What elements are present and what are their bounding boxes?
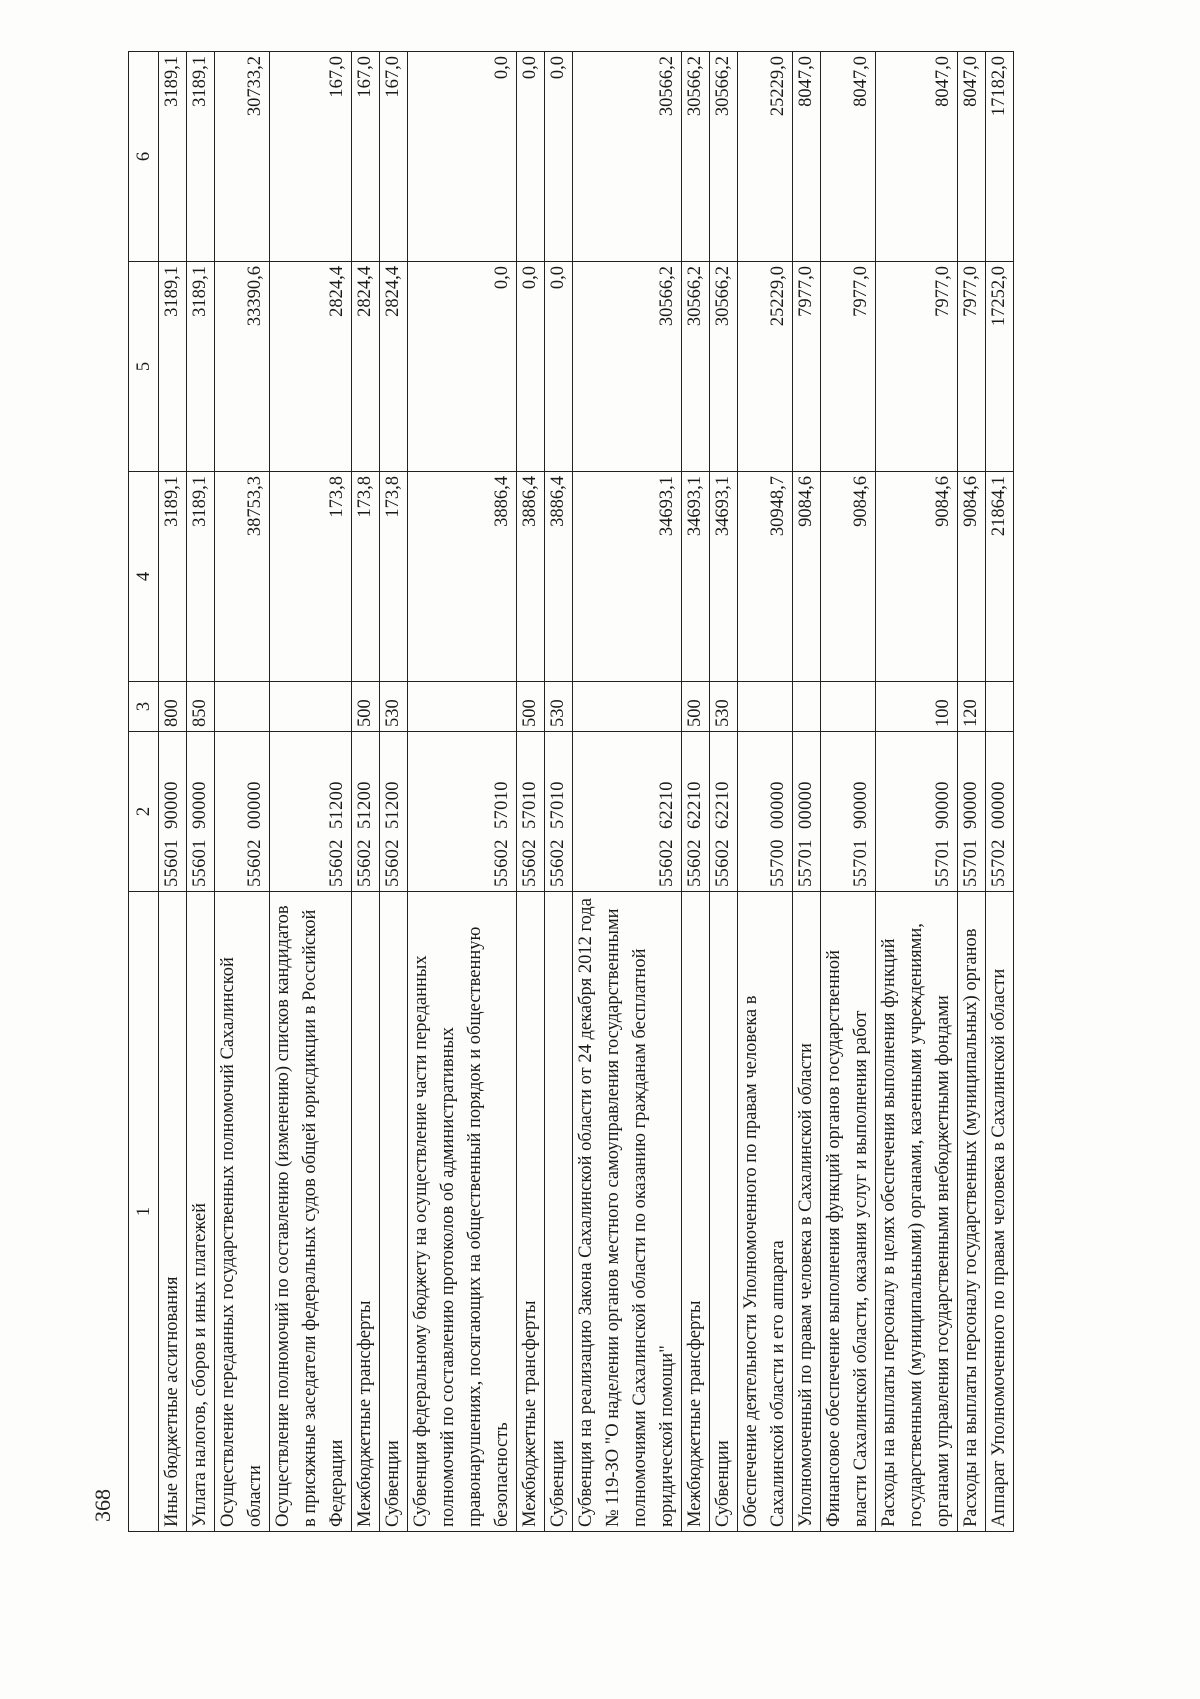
row-name: Субвенции bbox=[710, 892, 738, 1532]
row-code-section: 55602 bbox=[245, 839, 265, 887]
row-code bbox=[270, 732, 352, 892]
row-value-col4: 3189,1 bbox=[159, 472, 187, 682]
row-value-col4: 21864,1 bbox=[986, 472, 1014, 682]
row-value-col4: 9084,6 bbox=[958, 472, 986, 682]
row-value-col5: 2824,4 bbox=[270, 262, 352, 472]
table-row bbox=[408, 52, 517, 1532]
row-value-col5: 25229,0 bbox=[738, 262, 793, 472]
row-value-col5: 3189,1 bbox=[187, 262, 215, 472]
row-code bbox=[380, 732, 408, 892]
row-value-col5: 3189,1 bbox=[159, 262, 187, 472]
row-code-item: 90000 bbox=[933, 781, 953, 829]
table-row bbox=[738, 52, 793, 1532]
table-row bbox=[682, 52, 710, 1532]
row-name: Осуществление полномочий по составлению (изменению) списков кандидатов в присяжные заседатели федеральных судов общей юрисдикции в Российской Федерации bbox=[270, 892, 352, 1532]
row-value-col6: 167,0 bbox=[352, 52, 380, 262]
row-code-section: 55602 bbox=[520, 839, 540, 887]
col-header-3: 3 bbox=[129, 682, 159, 732]
row-expense-type: 500 bbox=[517, 682, 545, 732]
row-expense-type bbox=[408, 682, 517, 732]
row-value-col6: 17182,0 bbox=[986, 52, 1014, 262]
row-value-col5: 30566,2 bbox=[573, 262, 682, 472]
row-code-section: 55602 bbox=[492, 839, 512, 887]
table-row bbox=[545, 52, 573, 1532]
row-value-col6: 3189,1 bbox=[187, 52, 215, 262]
row-value-col4: 38753,3 bbox=[215, 472, 270, 682]
row-name: Уполномоченный по правам человека в Сахалинской области bbox=[793, 892, 821, 1532]
row-name: Обеспечение деятельности Уполномоченного по правам человека в Сахалинской области и его аппарата bbox=[738, 892, 793, 1532]
row-name: Субвенции bbox=[545, 892, 573, 1532]
row-value-col4: 30948,7 bbox=[738, 472, 793, 682]
row-value-col6: 8047,0 bbox=[793, 52, 821, 262]
row-name: Уплата налогов, сборов и иных платежей bbox=[187, 892, 215, 1532]
row-expense-type: 530 bbox=[710, 682, 738, 732]
row-code-item: 90000 bbox=[961, 781, 981, 829]
row-value-col6: 8047,0 bbox=[876, 52, 958, 262]
row-value-col6: 30566,2 bbox=[682, 52, 710, 262]
row-expense-type bbox=[986, 682, 1014, 732]
col-header-6: 6 bbox=[129, 52, 159, 262]
row-value-col4: 173,8 bbox=[380, 472, 408, 682]
row-value-col5: 7977,0 bbox=[876, 262, 958, 472]
row-code-section: 55701 bbox=[933, 839, 953, 887]
row-code-section: 55701 bbox=[851, 839, 871, 887]
row-code-item: 00000 bbox=[245, 781, 265, 829]
row-value-col5: 17252,0 bbox=[986, 262, 1014, 472]
row-value-col5: 30566,2 bbox=[710, 262, 738, 472]
row-code bbox=[573, 732, 682, 892]
row-expense-type bbox=[738, 682, 793, 732]
row-code bbox=[958, 732, 986, 892]
row-expense-type bbox=[215, 682, 270, 732]
row-value-col5: 7977,0 bbox=[793, 262, 821, 472]
row-code-section: 55702 bbox=[989, 839, 1009, 887]
table-row bbox=[986, 52, 1014, 1532]
row-code-item: 62210 bbox=[713, 781, 733, 829]
table-row bbox=[876, 52, 958, 1532]
row-value-col6: 0,0 bbox=[408, 52, 517, 262]
table-row bbox=[573, 52, 682, 1532]
row-name: Финансовое обеспечение выполнения функций органов государственной власти Сахалинской области, оказания услуг и выполнения работ bbox=[821, 892, 876, 1532]
row-code bbox=[215, 732, 270, 892]
row-code-section: 55701 bbox=[961, 839, 981, 887]
row-code-section: 55602 bbox=[657, 839, 677, 887]
row-code-section: 55602 bbox=[327, 839, 347, 887]
row-value-col5: 0,0 bbox=[517, 262, 545, 472]
col-header-2: 2 bbox=[129, 732, 159, 892]
row-code-item: 57010 bbox=[492, 781, 512, 829]
row-value-col6: 3189,1 bbox=[159, 52, 187, 262]
row-code-item: 51200 bbox=[383, 781, 403, 829]
row-value-col4: 3189,1 bbox=[187, 472, 215, 682]
row-code bbox=[682, 732, 710, 892]
table-row bbox=[270, 52, 352, 1532]
row-value-col4: 9084,6 bbox=[876, 472, 958, 682]
row-name: Субвенции bbox=[380, 892, 408, 1532]
row-value-col6: 30566,2 bbox=[573, 52, 682, 262]
row-name: Аппарат Уполномоченного по правам человека в Сахалинской области bbox=[986, 892, 1014, 1532]
table-body bbox=[159, 52, 1014, 1532]
row-code-item: 90000 bbox=[162, 781, 182, 829]
row-expense-type: 530 bbox=[545, 682, 573, 732]
table-row bbox=[187, 52, 215, 1532]
row-code bbox=[545, 732, 573, 892]
row-expense-type bbox=[821, 682, 876, 732]
row-code bbox=[986, 732, 1014, 892]
row-expense-type: 850 bbox=[187, 682, 215, 732]
row-expense-type: 100 bbox=[876, 682, 958, 732]
row-value-col4: 3886,4 bbox=[545, 472, 573, 682]
row-value-col4: 173,8 bbox=[352, 472, 380, 682]
row-value-col5: 2824,4 bbox=[352, 262, 380, 472]
row-value-col4: 3886,4 bbox=[517, 472, 545, 682]
col-header-5: 5 bbox=[129, 262, 159, 472]
row-name: Межбюджетные трансферты bbox=[352, 892, 380, 1532]
row-value-col5: 7977,0 bbox=[958, 262, 986, 472]
row-value-col4: 3886,4 bbox=[408, 472, 517, 682]
row-code-item: 57010 bbox=[520, 781, 540, 829]
row-code bbox=[187, 732, 215, 892]
row-value-col4: 9084,6 bbox=[793, 472, 821, 682]
col-header-4: 4 bbox=[129, 472, 159, 682]
row-code-section: 55601 bbox=[162, 839, 182, 887]
table-row bbox=[710, 52, 738, 1532]
row-code-item: 00000 bbox=[768, 781, 788, 829]
table-row bbox=[352, 52, 380, 1532]
row-code-section: 55602 bbox=[355, 839, 375, 887]
row-value-col5: 0,0 bbox=[545, 262, 573, 472]
row-expense-type: 120 bbox=[958, 682, 986, 732]
table-row bbox=[380, 52, 408, 1532]
row-expense-type bbox=[270, 682, 352, 732]
table-row bbox=[958, 52, 986, 1532]
row-value-col6: 25229,0 bbox=[738, 52, 793, 262]
row-code bbox=[408, 732, 517, 892]
row-expense-type bbox=[793, 682, 821, 732]
row-value-col6: 0,0 bbox=[545, 52, 573, 262]
row-code-item: 51200 bbox=[327, 781, 347, 829]
row-code-item: 90000 bbox=[190, 781, 210, 829]
row-name: Осуществление переданных государственных полномочий Сахалинской области bbox=[215, 892, 270, 1532]
row-value-col6: 167,0 bbox=[270, 52, 352, 262]
table-row bbox=[517, 52, 545, 1532]
row-code-item: 00000 bbox=[989, 781, 1009, 829]
header-row bbox=[129, 52, 159, 1532]
table-row bbox=[793, 52, 821, 1532]
row-name: Субвенция федеральному бюджету на осуществление части переданных полномочий по составлению протоколов об административных правонарушениях, посягающих на общественный порядок и общественную безопасность bbox=[408, 892, 517, 1532]
row-expense-type: 500 bbox=[682, 682, 710, 732]
row-code-item: 51200 bbox=[355, 781, 375, 829]
row-code bbox=[710, 732, 738, 892]
row-code-section: 55701 bbox=[796, 839, 816, 887]
row-value-col5: 7977,0 bbox=[821, 262, 876, 472]
row-code-section: 55602 bbox=[685, 839, 705, 887]
row-value-col4: 173,8 bbox=[270, 472, 352, 682]
row-name: Межбюджетные трансферты bbox=[517, 892, 545, 1532]
table-row bbox=[821, 52, 876, 1532]
row-value-col6: 30733,2 bbox=[215, 52, 270, 262]
row-code-item: 00000 bbox=[796, 781, 816, 829]
row-code-section: 55602 bbox=[548, 839, 568, 887]
page-number: 368 bbox=[90, 1489, 115, 1522]
row-code bbox=[517, 732, 545, 892]
table-row bbox=[215, 52, 270, 1532]
row-value-col5: 30566,2 bbox=[682, 262, 710, 472]
row-value-col4: 9084,6 bbox=[821, 472, 876, 682]
row-value-col5: 0,0 bbox=[408, 262, 517, 472]
row-value-col6: 0,0 bbox=[517, 52, 545, 262]
row-code-section: 55700 bbox=[768, 839, 788, 887]
row-value-col5: 2824,4 bbox=[380, 262, 408, 472]
row-expense-type: 500 bbox=[352, 682, 380, 732]
row-name: Межбюджетные трансферты bbox=[682, 892, 710, 1532]
row-code-item: 90000 bbox=[851, 781, 871, 829]
row-code-item: 62210 bbox=[657, 781, 677, 829]
row-code bbox=[793, 732, 821, 892]
row-value-col6: 167,0 bbox=[380, 52, 408, 262]
budget-table bbox=[128, 51, 1014, 1532]
row-code bbox=[738, 732, 793, 892]
row-code bbox=[821, 732, 876, 892]
row-name: Расходы на выплаты персоналу государственных (муниципальных) органов bbox=[958, 892, 986, 1532]
row-value-col4: 34693,1 bbox=[573, 472, 682, 682]
row-expense-type: 800 bbox=[159, 682, 187, 732]
row-code-section: 55602 bbox=[713, 839, 733, 887]
row-name: Субвенция на реализацию Закона Сахалинской области от 24 декабря 2012 года № 119-ЗО "О наделении органов местного самоуправления государственными полномочиями Сахалинской области по оказанию гражданам бесплатной юридической помощи" bbox=[573, 892, 682, 1532]
row-name: Расходы на выплаты персоналу в целях обеспечения выполнения функций государственными (муниципальными) органами, казенными учреждениями, органами управления государственными внебюджетными фондами bbox=[876, 892, 958, 1532]
row-code-item: 57010 bbox=[548, 781, 568, 829]
row-value-col6: 30566,2 bbox=[710, 52, 738, 262]
table-row bbox=[159, 52, 187, 1532]
row-code-section: 55601 bbox=[190, 839, 210, 887]
row-value-col4: 34693,1 bbox=[710, 472, 738, 682]
row-value-col6: 8047,0 bbox=[958, 52, 986, 262]
col-header-1: 1 bbox=[129, 892, 159, 1532]
rotated-table-block bbox=[90, 52, 1074, 1532]
row-code-item: 62210 bbox=[685, 781, 705, 829]
row-value-col4: 34693,1 bbox=[682, 472, 710, 682]
row-value-col6: 8047,0 bbox=[821, 52, 876, 262]
row-expense-type: 530 bbox=[380, 682, 408, 732]
row-code bbox=[876, 732, 958, 892]
row-code-section: 55602 bbox=[383, 839, 403, 887]
row-code bbox=[159, 732, 187, 892]
row-code bbox=[352, 732, 380, 892]
row-name: Иные бюджетные ассигнования bbox=[159, 892, 187, 1532]
row-expense-type bbox=[573, 682, 682, 732]
row-value-col5: 33390,6 bbox=[215, 262, 270, 472]
